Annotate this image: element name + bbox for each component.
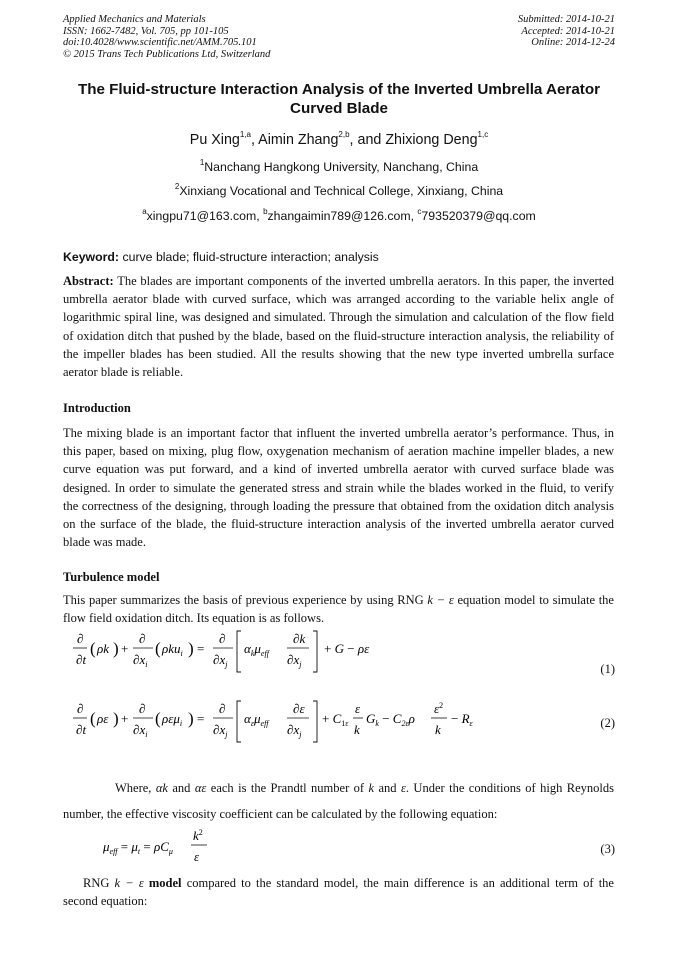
equation-number: (3) bbox=[600, 842, 615, 856]
text-run: and bbox=[167, 781, 195, 795]
email-list: $^a$xingpu71@163.com, $^b$zhangaimin789@126.com, $^c$793520379@qq.com bbox=[142, 207, 536, 223]
svg-text:∂: ∂ bbox=[219, 631, 226, 646]
math-inline: k − ε bbox=[427, 593, 454, 607]
affiliation-text: Xinxiang Vocational and Technical College, Xinxiang, China bbox=[179, 184, 504, 198]
equation-number: (2) bbox=[600, 716, 615, 730]
svg-text:ρε: ρε bbox=[97, 711, 109, 726]
affiliation bbox=[0, 160, 678, 174]
author-sup: 1,c bbox=[477, 130, 489, 139]
author-name: Zhixiong Deng bbox=[385, 132, 478, 148]
svg-text:αkμeff: $\alpha_k\mu_{eff}$ bbox=[244, 641, 269, 658]
svg-text:Gk − C2ερ: $G_k - C_{2\varepsilon}\rho$ bbox=[366, 711, 415, 728]
svg-text:∂: ∂ bbox=[77, 701, 84, 716]
svg-text:+: + bbox=[121, 641, 129, 656]
author-list bbox=[0, 132, 678, 148]
svg-text:(: ( bbox=[155, 709, 161, 728]
svg-text:k2: $k^2$ bbox=[193, 828, 203, 843]
svg-text:∂t: ∂t bbox=[76, 722, 87, 737]
accepted-date: Accepted: 2014-10-21 bbox=[521, 25, 615, 37]
svg-text:): ) bbox=[188, 709, 194, 728]
svg-text:+: + bbox=[121, 711, 129, 726]
svg-text:(: ( bbox=[155, 639, 161, 658]
math-inline: k − ε bbox=[114, 876, 144, 890]
keywords bbox=[63, 250, 615, 264]
svg-text:): ) bbox=[113, 639, 119, 658]
svg-text:∂: ∂ bbox=[219, 701, 226, 716]
math-inline: ε bbox=[400, 781, 406, 795]
affiliation bbox=[0, 184, 678, 198]
dates-header bbox=[518, 14, 615, 49]
text-run: each is the Prandtl number of bbox=[206, 781, 369, 795]
svg-text:k: k bbox=[354, 722, 360, 737]
svg-text:(: ( bbox=[90, 639, 96, 658]
svg-text:+ G − ρε: + G − ρε bbox=[324, 641, 370, 656]
text-run: Where, bbox=[115, 781, 156, 795]
svg-text:∂xi: $\partial x_i$ bbox=[133, 722, 148, 739]
svg-text:αεμeff: $\alpha_\varepsilon\mu_{eff}$ bbox=[244, 711, 269, 728]
svg-text:∂: ∂ bbox=[139, 631, 146, 646]
svg-text:∂t: ∂t bbox=[76, 652, 87, 667]
affiliation-sup: 2 bbox=[174, 182, 180, 191]
email-sup: b bbox=[263, 207, 268, 216]
keyword-label: Keyword: bbox=[63, 250, 120, 264]
text-run: and bbox=[374, 781, 401, 795]
turbulence-paragraph bbox=[63, 591, 614, 627]
email[interactable]: zhangaimin789@126.com bbox=[267, 209, 411, 223]
rng-paragraph bbox=[63, 874, 614, 910]
equation-1-formula bbox=[73, 628, 473, 678]
text-run: RNG bbox=[83, 876, 115, 890]
online-date: Online: 2014-12-24 bbox=[531, 37, 615, 49]
email-sup: a bbox=[142, 207, 147, 216]
svg-text:∂xi: $\partial x_i$ bbox=[133, 652, 148, 669]
abstract bbox=[63, 272, 614, 381]
math-inline: αk bbox=[155, 781, 168, 795]
equation-2 bbox=[63, 698, 615, 744]
keyword-text: curve blade; fluid-structure interaction; analysis bbox=[122, 250, 379, 264]
text-run: . Under the conditions of high Reynolds number, the effective viscosity coefficient can be calculated by the following equation: bbox=[63, 781, 614, 821]
svg-text:− Rε: − $R_\varepsilon$ bbox=[451, 711, 473, 728]
email-sup: c bbox=[417, 207, 422, 216]
journal-name: Applied Mechanics and Materials bbox=[63, 14, 206, 25]
svg-text:∂: ∂ bbox=[77, 631, 84, 646]
submitted-date: Submitted: 2014-10-21 bbox=[517, 14, 615, 25]
svg-text:∂xj: $\partial x_j$ bbox=[287, 652, 302, 669]
equation-3-formula bbox=[103, 826, 303, 866]
svg-text:∂: ∂ bbox=[139, 701, 146, 716]
svg-text:=: = bbox=[197, 641, 205, 656]
section-heading: Introduction bbox=[63, 401, 131, 415]
equation-1 bbox=[63, 628, 615, 674]
svg-text:ε2: $\varepsilon^2$ bbox=[434, 701, 444, 716]
email[interactable]: 793520379@qq.com bbox=[421, 209, 536, 223]
author-name: Aimin Zhang bbox=[258, 132, 339, 148]
bold-text: model bbox=[143, 876, 182, 890]
copyright: © 2015 Trans Tech Publications Ltd, Switzerland bbox=[63, 48, 271, 60]
svg-text:ρεμi: ρεμ$_i$ bbox=[162, 711, 183, 728]
svg-text:+ C1ε: + $C_{1\varepsilon}$ bbox=[322, 711, 349, 728]
where-paragraph bbox=[63, 775, 614, 827]
equation-3 bbox=[63, 826, 615, 872]
math-inline: αε bbox=[194, 781, 207, 795]
svg-text:∂xj: $\partial x_j$ bbox=[287, 722, 302, 739]
svg-text:μeff = μt = ρCμ: $\mu_{eff} = \mu_t = \rho C_\mu$ bbox=[103, 839, 173, 856]
doi[interactable]: doi:10.4028/www.scientific.net/AMM.705.101 bbox=[63, 37, 257, 49]
text-run: This paper summarizes the basis of previous experience by using RNG bbox=[63, 593, 428, 607]
math-inline: k bbox=[368, 781, 375, 795]
equation-2-formula bbox=[73, 698, 493, 748]
author-sup: 2,b bbox=[338, 130, 350, 139]
svg-text:∂k: ∂k bbox=[293, 631, 306, 646]
issn: ISSN: 1662-7482, Vol. 705, pp 101-105 bbox=[63, 25, 229, 37]
author-sup: 1,a bbox=[239, 130, 251, 139]
svg-text:k: k bbox=[435, 722, 441, 737]
author-name: Pu Xing bbox=[189, 132, 240, 148]
svg-text:∂xj: $\partial x_j$ bbox=[213, 722, 228, 739]
title-line: The Fluid-structure Interaction Analysis of the Inverted Umbrella Aerator bbox=[77, 81, 601, 98]
abstract-text: The blades are important components of the inverted umbrella aerators. In this paper, the inverted umbrella aerator blade with curved surface, which was arranged according to the variable helix angle of logarithmic spiral line, was designed and simulated. Through the simulation and calculation of the flow field of oxidation ditch that pushed by the blade, based on the fluid-structure interaction analysis, the reliability of the impeller blades has been studied. All the results showing that the new type inverted umbrella surface aerator blade is reliable. bbox=[63, 274, 614, 380]
svg-text:ρk: ρk bbox=[97, 641, 110, 656]
svg-text:ε: ε bbox=[194, 849, 200, 864]
affiliation-text: Nanchang Hangkong University, Nanchang, China bbox=[204, 160, 479, 174]
text-run: equation model to simulate the flow field oxidation ditch. Its equation is as follows. bbox=[63, 593, 614, 626]
svg-text:ε: ε bbox=[355, 701, 361, 716]
svg-text:ρkui: ρku$_i$ bbox=[162, 641, 183, 658]
title-line: Curved Blade bbox=[290, 100, 388, 117]
svg-text:∂ε: ∂ε bbox=[293, 701, 305, 716]
equation-number: (1) bbox=[600, 662, 615, 676]
author-separator: , and bbox=[349, 132, 386, 148]
svg-text:): ) bbox=[188, 639, 194, 658]
svg-text:=: = bbox=[197, 711, 205, 726]
abstract-label: Abstract: bbox=[63, 274, 114, 288]
paper-title bbox=[50, 80, 628, 118]
text-run: compared to the standard model, the main difference is an additional term of the second equation: bbox=[63, 876, 614, 909]
section-heading: Turbulence model bbox=[63, 570, 160, 584]
svg-text:): ) bbox=[113, 709, 119, 728]
intro-paragraph: The mixing blade is an important factor that influent the inverted umbrella aerator’s performance. Thus, in this paper, based on mixing, plug flow, oxygenation mechanism of aeration machine impeller blades, a new curve equation was put forward, and a kind of inverted umbrella aerator with curved surface blade was designed. In order to simulate the generated stress and strain while the blades worked in the fluid, to verify the correctness of the designing, through loading the pressure that obtained from the oxidation ditch analysis on the surface of the blade, the fluid-structure interaction analysis of the inverted umbrella aerator curved blade was made. bbox=[63, 426, 614, 550]
journal-header bbox=[63, 14, 270, 60]
author-separator: , bbox=[251, 132, 259, 148]
email[interactable]: xingpu71@163.com bbox=[146, 209, 257, 223]
affiliation-sup: 1 bbox=[199, 158, 205, 167]
svg-text:∂xj: $\partial x_j$ bbox=[213, 652, 228, 669]
svg-text:(: ( bbox=[90, 709, 96, 728]
